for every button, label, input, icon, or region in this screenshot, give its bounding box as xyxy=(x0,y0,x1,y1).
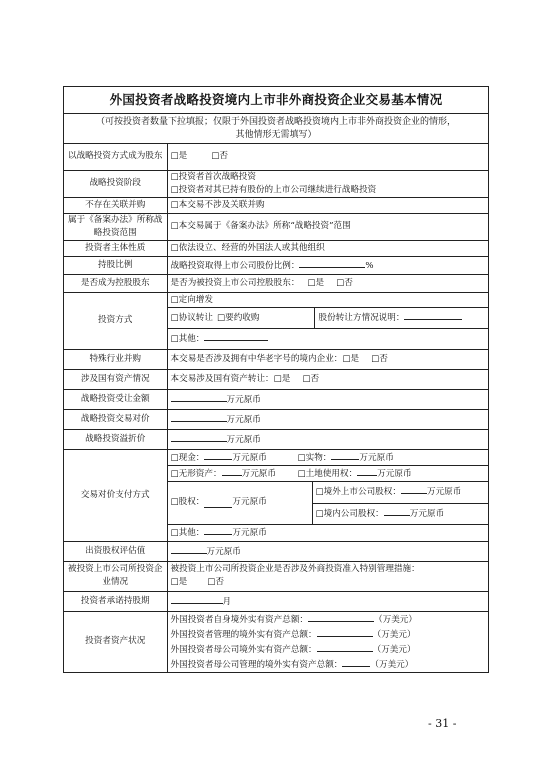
asset-text: 外国投资者管理的境外实有资产总额： xyxy=(170,629,317,640)
checkbox-no[interactable]: □否 xyxy=(211,151,228,162)
row-invested-enterprises xyxy=(64,561,488,591)
checkbox-domestic-equity[interactable]: □境内公司股权： xyxy=(315,508,384,519)
unit: 万元原币 xyxy=(226,414,261,425)
holding-period-input[interactable] xyxy=(171,594,223,604)
row-label: 属于《备案办法》所称战略投资范围 xyxy=(64,213,167,240)
land-input[interactable] xyxy=(357,466,377,476)
row-holding-period xyxy=(64,591,488,611)
payment-line-4 xyxy=(168,525,489,541)
method-options xyxy=(168,308,315,328)
unit: 万元原币 xyxy=(232,527,267,538)
special-industry-text: 本交易是否涉及拥有中华老字号的境内企业： xyxy=(170,353,343,364)
checkbox-foreign-legal-entity[interactable]: □依法设立、经营的外国法人或其他组织 xyxy=(167,240,488,256)
cash-input[interactable] xyxy=(204,450,232,460)
payment-line-2 xyxy=(168,466,489,482)
form-title: 外国投资者战略投资境内上市非外商投资企业交易基本情况 xyxy=(64,87,488,114)
checkbox-overseas-equity[interactable]: □境外上市公司股权： xyxy=(315,486,401,497)
asset-text: 外国投资者母公司管理的境外实有资产总额： xyxy=(170,659,343,670)
row-strategic-shareholder xyxy=(64,144,488,170)
checkbox-land-use[interactable]: □土地使用权： xyxy=(297,468,358,479)
row-label: 交易对价支付方式 xyxy=(64,449,167,541)
consideration-input[interactable] xyxy=(171,412,227,422)
row-label: 以战略投资方式成为股东 xyxy=(64,144,167,170)
checkbox-equity[interactable]: □股权： xyxy=(170,497,205,507)
checkbox-yes[interactable]: □是 xyxy=(170,151,188,162)
payment-equity xyxy=(168,482,313,524)
checkbox-tender-offer[interactable]: □要约收购 xyxy=(217,312,260,323)
checkbox-no[interactable]: □否 xyxy=(371,353,388,364)
row-payment-method xyxy=(64,449,488,541)
row-value xyxy=(167,349,488,369)
checkbox-agreement-transfer[interactable]: □协议转让 xyxy=(170,312,213,323)
other-input[interactable] xyxy=(204,525,232,535)
row-no-related-merger xyxy=(64,197,488,213)
ratio-unit: % xyxy=(365,260,374,271)
ratio-input[interactable] xyxy=(299,258,365,268)
row-special-industry xyxy=(64,349,488,369)
checkbox-yes[interactable]: □是 xyxy=(342,353,360,364)
unit: 万元原币 xyxy=(359,452,394,463)
form-note xyxy=(64,114,488,144)
row-scope xyxy=(64,213,488,240)
unit: （万美元） xyxy=(374,614,417,625)
invested-text: 被投资上市公司所投资企业是否涉及外商投资准入特别管理措施： xyxy=(170,564,420,574)
unit: （万美元） xyxy=(372,629,416,640)
intangible-input[interactable] xyxy=(222,466,242,476)
checkbox-first-investment[interactable]: □投资者首次战略投资 xyxy=(170,171,256,182)
unit: 万元原币 xyxy=(409,508,445,519)
unit: 万元原币 xyxy=(226,434,261,445)
checkbox-continued-investment[interactable]: □投资者对其已持有股份的上市公司继续进行战略投资 xyxy=(170,184,377,195)
unit: 万元原币 xyxy=(232,452,267,463)
note-line-1: （可按投资者数量下拉填报；仅限于外国投资者战略投资境内上市非外商投资企业的情形， xyxy=(95,117,456,127)
unit: 万元原币 xyxy=(206,546,241,557)
equity-input[interactable] xyxy=(204,498,232,508)
row-label: 投资者承诺持股期 xyxy=(64,591,167,611)
checkbox-other[interactable]: □其他： xyxy=(170,527,205,538)
row-investment-method xyxy=(64,292,488,349)
unit: （万美元） xyxy=(370,659,414,670)
payment-equity-split xyxy=(313,482,489,524)
row-transfer-amount xyxy=(64,389,488,409)
unit: 月 xyxy=(222,596,232,607)
row-value xyxy=(167,274,488,292)
payment-cash xyxy=(171,450,298,466)
checkbox-no[interactable]: □否 xyxy=(207,577,224,587)
checkbox-no[interactable]: □否 xyxy=(336,277,353,288)
unit: 万元原币 xyxy=(241,468,276,479)
row-label: 投资者资产状况 xyxy=(64,611,167,672)
domestic-input[interactable] xyxy=(384,506,410,516)
controlling-text: 是否为被投资上市公司控股股东： xyxy=(170,277,300,288)
asset-line-3 xyxy=(171,642,486,657)
transferor-text: 股份转让方情况说明： xyxy=(318,312,405,323)
row-label: 被投资上市公司所投资企业情况 xyxy=(64,561,167,591)
method-other xyxy=(168,329,489,349)
asset-input[interactable] xyxy=(342,657,370,667)
row-label: 涉及国有资产情况 xyxy=(64,369,167,389)
asset-input[interactable] xyxy=(317,642,373,652)
row-label: 持股比例 xyxy=(64,256,167,274)
asset-input[interactable] xyxy=(308,612,374,622)
row-consideration xyxy=(64,409,488,429)
checkbox-cash[interactable]: □现金： xyxy=(170,452,205,463)
unit: 万元原币 xyxy=(232,497,267,507)
state-assets-text: 本交易涉及国有资产转让： xyxy=(170,373,274,384)
row-label: 出资股权评估值 xyxy=(64,541,167,561)
row-value xyxy=(167,449,488,541)
invested-options xyxy=(171,576,486,589)
row-investment-stage xyxy=(64,170,488,197)
payment-line-1 xyxy=(168,450,489,466)
asset-text: 外国投资者自身境外实有资产总额： xyxy=(170,614,309,625)
row-label: 投资者主体性质 xyxy=(64,240,167,256)
page-number: - 31 - xyxy=(428,717,457,730)
row-value xyxy=(167,561,488,591)
asset-line-4 xyxy=(171,657,486,672)
asset-line-2 xyxy=(171,627,486,642)
asset-input[interactable] xyxy=(317,627,373,637)
row-value xyxy=(167,369,488,389)
row-value xyxy=(167,541,488,561)
checkbox-yes[interactable]: □是 xyxy=(170,577,188,587)
payment-domestic xyxy=(313,504,489,524)
row-label: 是否成为控股股东 xyxy=(64,274,167,292)
asset-text: 外国投资者母公司境外实有资产总额： xyxy=(170,644,317,655)
row-value xyxy=(167,170,488,197)
checkbox-intangible[interactable]: □无形资产： xyxy=(170,468,222,479)
transferor-description xyxy=(315,308,467,328)
row-value xyxy=(167,256,488,274)
row-label: 投资方式 xyxy=(64,292,167,349)
other-input[interactable] xyxy=(204,331,268,341)
ratio-text: 战略投资取得上市公司股份比例： xyxy=(170,260,300,271)
unit: （万美元） xyxy=(372,644,416,655)
row-appraisal-value xyxy=(64,541,488,561)
row-label: 不存在关联并购 xyxy=(64,197,167,213)
checkbox-no-related-merger[interactable]: □本交易不涉及关联并购 xyxy=(167,197,488,213)
row-label: 特殊行业并购 xyxy=(64,349,167,369)
row-value xyxy=(167,292,488,349)
asset-line-1 xyxy=(171,612,486,627)
row-label: 战略投资交易对价 xyxy=(64,409,167,429)
row-entity-nature xyxy=(64,240,488,256)
premium-input[interactable] xyxy=(171,432,227,442)
checkbox-no[interactable]: □否 xyxy=(302,373,320,384)
checkbox-yes[interactable]: □是 xyxy=(307,277,325,288)
trade-info-form xyxy=(63,86,489,673)
amount-input[interactable] xyxy=(171,392,227,402)
appraisal-input[interactable] xyxy=(171,544,207,554)
row-value xyxy=(167,429,488,449)
row-label: 战略投资溢折价 xyxy=(64,429,167,449)
method-line-2 xyxy=(168,308,489,329)
row-value xyxy=(167,389,488,409)
payment-ip xyxy=(171,466,298,482)
row-controlling-shareholder xyxy=(64,274,488,292)
row-label: 战略投资受让金额 xyxy=(64,389,167,409)
row-value xyxy=(167,409,488,429)
checkbox-yes[interactable]: □是 xyxy=(273,373,291,384)
unit: 万元原币 xyxy=(426,486,462,497)
row-label: 战略投资阶段 xyxy=(64,170,167,197)
row-shareholding-ratio xyxy=(64,256,488,274)
form-table xyxy=(64,144,488,672)
row-state-assets xyxy=(64,369,488,389)
note-line-2: 其他情形无需填写） xyxy=(235,130,317,140)
unit: 万元原币 xyxy=(377,468,412,479)
transferor-input[interactable] xyxy=(404,310,462,320)
checkbox-directed-issue[interactable]: □定向增发 xyxy=(168,293,489,308)
unit: 万元原币 xyxy=(226,394,261,405)
checkbox-in-scope[interactable]: □本交易属于《备案办法》所称“战略投资”范围 xyxy=(167,213,488,240)
overseas-input[interactable] xyxy=(401,484,427,494)
checkbox-other[interactable]: □其他： xyxy=(170,333,205,344)
row-premium-discount xyxy=(64,429,488,449)
goods-input[interactable] xyxy=(331,450,359,460)
payment-line-3 xyxy=(168,482,489,525)
row-value xyxy=(167,611,488,672)
payment-overseas xyxy=(313,482,489,504)
row-value xyxy=(167,144,488,170)
row-asset-status xyxy=(64,611,488,672)
checkbox-goods[interactable]: □实物： xyxy=(297,452,332,463)
row-value xyxy=(167,591,488,611)
